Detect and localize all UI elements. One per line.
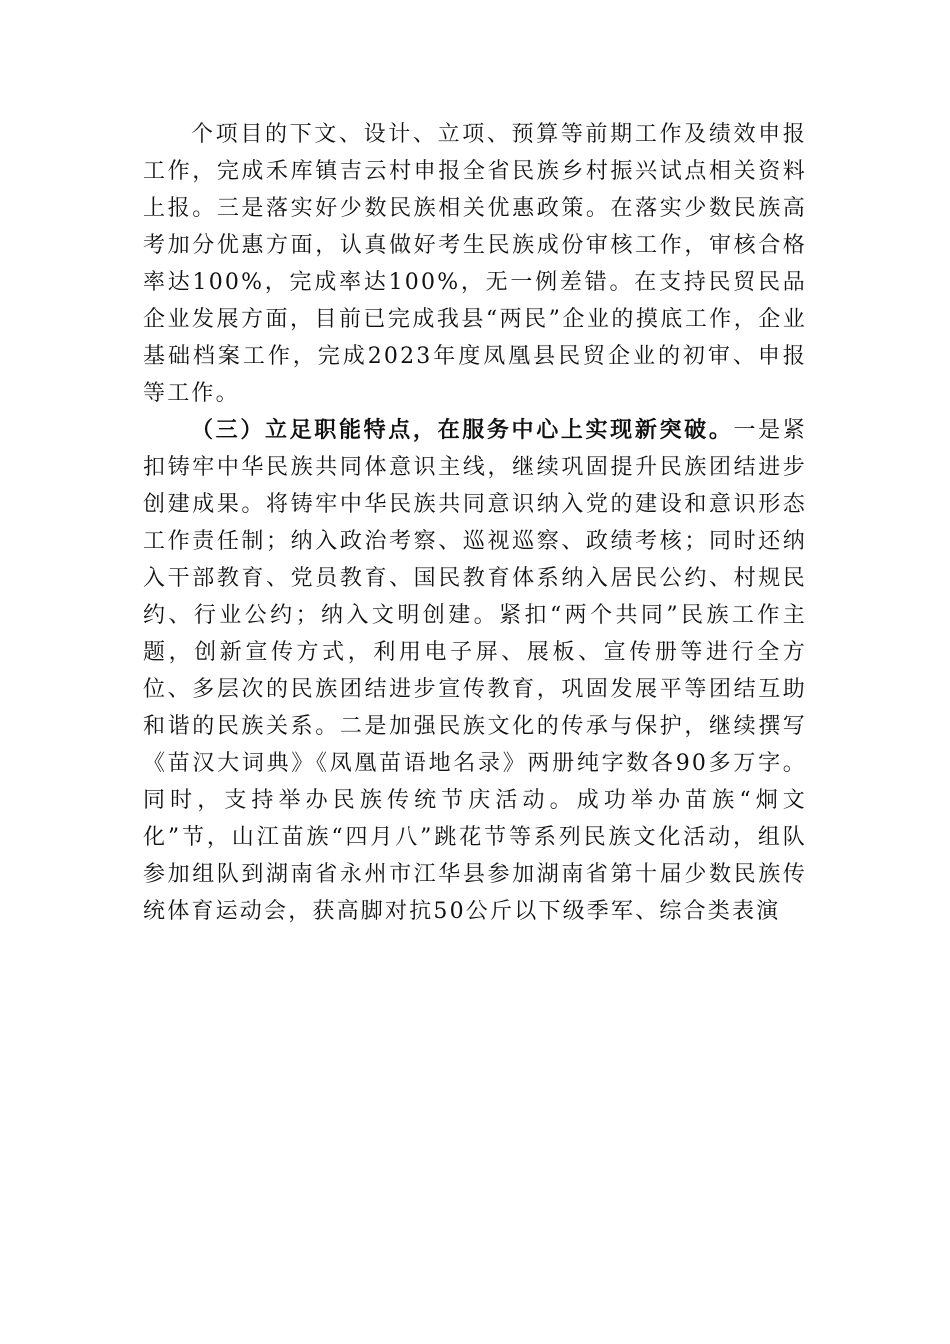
paragraph-2-text: 一是紧扣铸牢中华民族共同体意识主线，继续巩固提升民族团结进步创建成果。将铸牢中华民族共同意识纳入党的建设和意识形态工作责任制；纳入政治考察、巡视巡察、政绩考核；同时还纳入干部教育、党员教育、国民教育体系纳入居民公约、村规民约、行业公约；纳入文明创建。紧扣“两个共同”民族工作主题，创新宣传方式，利用电子屏、展板、宣传册等进行全方位、多层次的民族团结进步宣传教育，巩固发展平等团结互助和谐的民族关系。二是加强民族文化的传承与保护，继续撰写《苗汉大词典》《凤凰苗语地名录》两册纯字数各90多万字。同时，支持举办民族传统节庆活动。成功举办苗族“炯文化”节，山江苗族“四月八”跳花节等系列民族文化活动，组队参加组队到湖南省永州市江华县参加湖南省第十届少数民族传统体育运动会，获高脚对抗50公斤以下级季军、综合类表演 (143, 418, 808, 924)
section-heading: （三）立足职能特点，在服务中心上实现新突破。 (191, 417, 734, 443)
paragraph-1-text: 个项目的下文、设计、立项、预算等前期工作及绩效申报工作，完成禾库镇吉云村申报全省民族乡村振兴试点相关资料上报。三是落实好少数民族相关优惠政策。在落实少数民族高考加分优惠方面，认真做好考生民族成份审核工作，审核合格率达100%，完成率达100%，无一例差错。在支持民贸民品企业发展方面，目前已完成我县“两民”企业的摸底工作，企业基础档案工作，完成2023年度凤凰县民贸企业的初审、申报等工作。 (143, 122, 807, 406)
document-body (143, 116, 807, 930)
paragraph-1 (143, 116, 807, 412)
paragraph-2 (143, 412, 807, 930)
